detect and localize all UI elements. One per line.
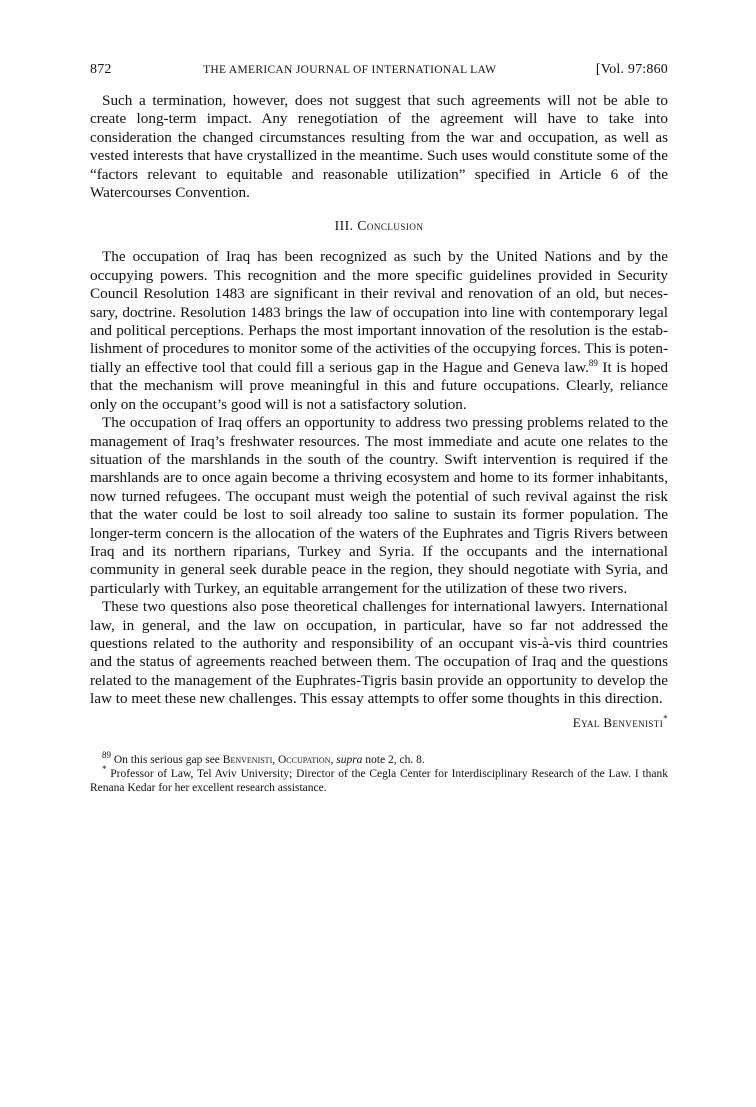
- volume-citation: [Vol. 97:860: [595, 62, 668, 77]
- footnote-marker: *: [102, 763, 107, 774]
- footnote-text: On this serious gap see: [111, 753, 223, 766]
- page-header: [90, 62, 668, 78]
- footnote-sep: ,: [330, 753, 337, 766]
- paragraph-termination: Such a termination, however, does not suggest that such agreements will not be able to create long-term impact. Any renegotiation of the agreement will have to take into consideration the changed circumstances resulting from the war and occupation, as well as vested interests that have crystallized in the meantime. Such uses would constitute some of the “factors relevant to equitable and reasonable utilization” specified in Article 6 of the Watercourses Convention.: [90, 92, 668, 202]
- running-title: THE AMERICAN JOURNAL OF INTERNATIONAL LAW: [203, 64, 497, 76]
- section-title: Conclusion: [357, 218, 424, 234]
- footnote-text: note 2, ch. 8.: [362, 753, 425, 766]
- author-signature: [90, 715, 668, 731]
- journal-page: [90, 62, 668, 795]
- cited-author: Benvenisti: [222, 753, 273, 766]
- paragraph-freshwater: The occupation of Iraq offers an opportunity to address two pressing problems related to the management of Iraq’s freshwater resources. The most immediate and acute one relates to the situation of the marshlands in the south of the country. Swift intervention is required if the marshlands are to once again become a thriving ecosystem and home to its former inhabitants, now turned refugees. The occupant must weigh the potential of such revival against the risk that the water could be lost to soil already too saline to sustain its former population. The longer-term concern is the allocation of the waters of the Euphrates and Tigris Rivers between Iraq and its northern riparians, Turkey and Syria. If the occupants and the international community in general seek durable peace in the region, they should negotiate with Syria, and particularly with Turkey, an equitable arrangement for the utilization of these two rivers.: [90, 414, 668, 597]
- footnote-sep: ,: [272, 753, 278, 766]
- paragraph-text: It is hoped that the mechanism will prove meaningful in this and future occupations. Clearly, reliance only on the occupant’s good will is not a satisfactory solution.: [90, 358, 668, 413]
- section-numeral: III.: [334, 218, 354, 234]
- author-name: Eyal Benvenisti: [572, 714, 664, 730]
- footnote-89: [90, 749, 668, 767]
- paragraph-text: The occupation of Iraq has been recognized as such by the United Nations and by the occupying powers. This recognition and the more specific guidelines provided in Security Council Resolution 1483 are significant in their revival and renovation of an old, but necessary, doctrine. Resolution 1483 brings the law of occupation into line with contemporary legal and political perceptions. Perhaps the most important innovation of the resolution is the establishment of procedures to monitor some of the activities of the occupying forces. This is potentially an effective tool that could fill a serious gap in the Hague and Geneva law.: [90, 248, 668, 376]
- cited-title: Occupation: [278, 753, 331, 766]
- section-heading: [90, 218, 668, 234]
- paragraph-theoretical-challenges: These two questions also pose theoretical challenges for international lawyers. International law, in general, and the law on occupation, in particular, have so far not addressed the questions related to the authority and responsibility of an occupant vis-à-vis third countries and the status of agreements reached between them. The occupation of Iraq and the questions related to the management of the Euphrates-Tigris basin provide an opportunity to develop the law to meet these new challenges. This essay attempts to offer some thoughts in this direction.: [90, 598, 668, 708]
- paragraph-occupation-recognized: [90, 248, 668, 414]
- page-number: 872: [90, 62, 112, 77]
- supra-signal: supra: [336, 753, 363, 766]
- footnote-text: Professor of Law, Tel Aviv University; Director of the Cegla Center for Interdisciplinary Research of the Law. I thank Renana Kedar for her excellent research assistance.: [90, 767, 668, 794]
- author-footnote-marker[interactable]: *: [663, 713, 668, 724]
- footnote-marker: 89: [102, 749, 111, 760]
- footnote-ref-89[interactable]: 89: [588, 357, 598, 368]
- footnote-author: [90, 763, 668, 795]
